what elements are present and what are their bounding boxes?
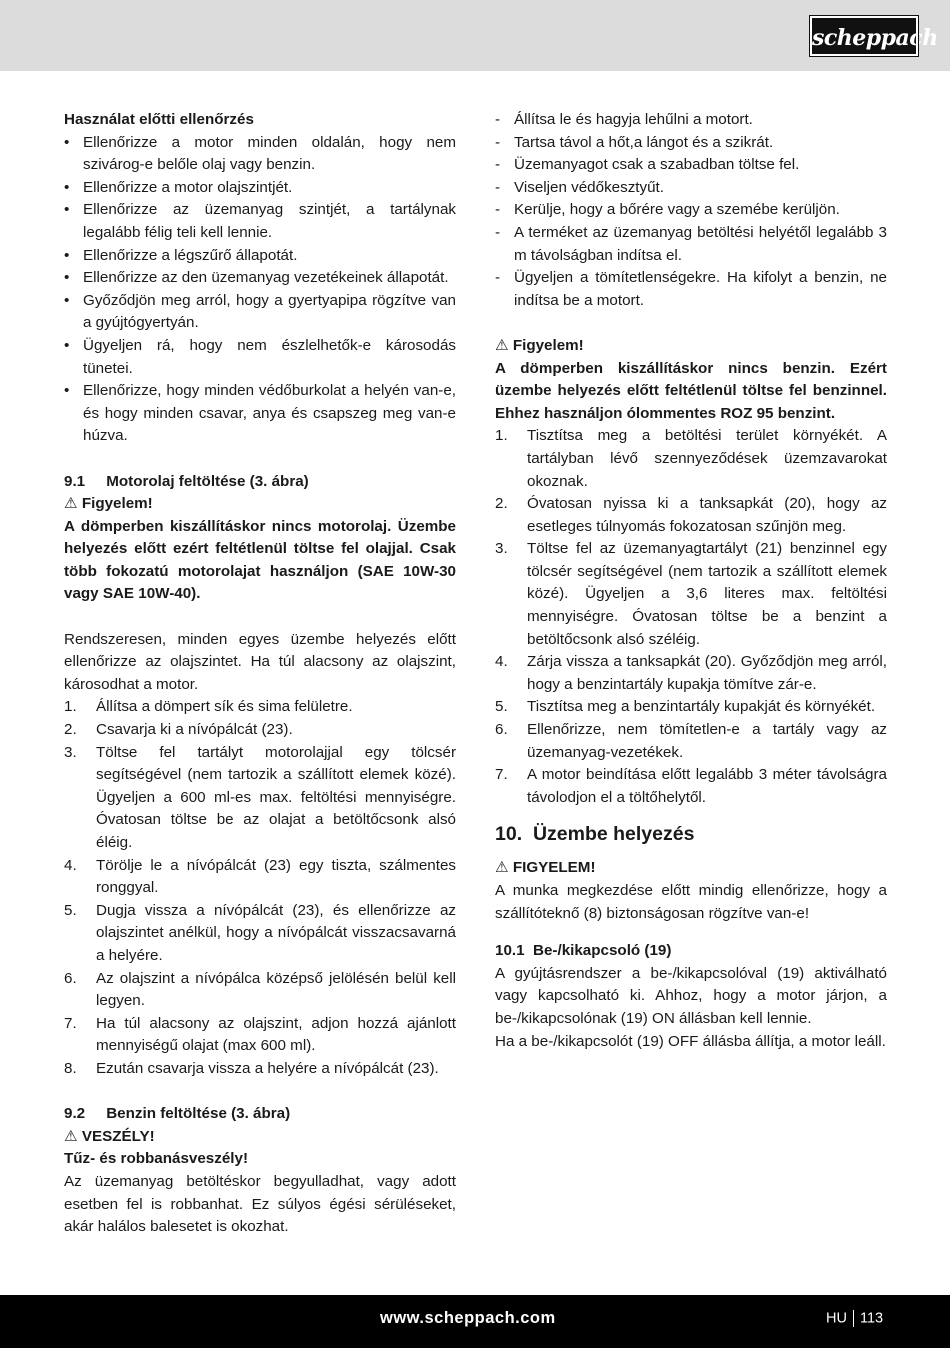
oil-warning-label: ⚠ Figyelem! — [64, 495, 153, 513]
check-title: Használat előtti ellenőrzés — [64, 111, 254, 128]
oil-section-heading: 9.1 Motorolaj feltöltése (3. ábra) — [64, 472, 309, 490]
switch-text-1: A gyújtásrendszer a be-/kikapcsolóval (19) aktiválható vagy kapcsolható ki. Ahhoz, hogy a motor járjon, a be-/kikapcsolónak (19) ON állásban kell lennie. — [495, 964, 887, 1027]
list-item: - Ügyeljen a tömítetlenségekre. Ha kifolyt a benzin, ne indítsa be a motort. — [495, 269, 887, 309]
page-footer — [0, 1295, 950, 1348]
fuel-danger-text: Az üzemanyag betöltéskor begyulladhat, vagy adott esetben fel is robbanhat. Ez súlyos égési sérüléseket, akár halálos balesetet is okozhat. — [64, 1172, 456, 1236]
website-link[interactable]: www.scheppach.com — [380, 1309, 556, 1327]
startup-section-heading: 10. Üzembe helyezés — [495, 823, 695, 846]
list-item: 5. Dugja vissza a nívópálcát (23), és ellenőrizze az olajszintet anélkül, hogy a nívópálcát visszacsavarná a helyére. — [64, 901, 456, 964]
list-item: 4. Törölje le a nívópálcát (23) egy tiszta, szálmentes ronggyal. — [64, 856, 456, 897]
oil-steps — [64, 696, 456, 1080]
oil-intro: Rendszeresen, minden egyes üzembe helyezés előtt ellenőrizze az olajszintet. Ha túl alacsony az olajszint, károsodhat a motor. — [64, 630, 456, 693]
list-item: - Üzemanyagot csak a szabadban töltse fel. — [495, 156, 800, 174]
safety-list — [495, 109, 887, 312]
fuel-section-heading: 9.2 Benzin feltöltése (3. ábra) — [64, 1105, 291, 1123]
switch-section-heading: 10.1 Be-/kikapcsoló (19) — [495, 942, 672, 960]
list-item: • Ellenőrizze a motor minden oldalán, hogy nem szivárog-e belőle olaj vagy benzin. — [64, 133, 456, 174]
check-list — [64, 132, 456, 448]
list-item: • Ellenőrizze az den üzemanyag vezetékeinek állapotát. — [64, 269, 449, 287]
list-item: • Ellenőrizze a motor olajszintjét. — [64, 178, 293, 196]
oil-warning-text: A dömperben kiszállításkor nincs motorolaj. Üzembe helyezés előtt ezért feltétlenül töltse fel olajjal. Csak több fokozatú motorolajat használjon (SAE 10W-30 vagy SAE 10W-40). — [64, 517, 456, 603]
list-item: • Ellenőrizze a légszűrő állapotát. — [64, 246, 298, 264]
list-item: 2. Óvatosan nyissa ki a tanksapkát (20), hogy az esetleges túlnyomás fokozatosan szűnjön meg. — [495, 495, 887, 535]
list-item: 8. Ezután csavarja vissza a helyére a nívópálcát (23). — [64, 1059, 439, 1077]
list-item: - A terméket az üzemanyag betöltési helyétől legalább 3 m távolságban indítsa el. — [495, 223, 887, 264]
list-item: 1. Tisztítsa meg a betöltési terület környékét. A tartályban lévő szennyeződések üzemzavarokat okoznak. — [495, 427, 887, 490]
right-column — [495, 109, 887, 1053]
list-item: • Ellenőrizze az üzemanyag szintjét, a tartálynak legalább félig teli kell lennie. — [64, 201, 456, 241]
list-item: 3. Töltse fel tartályt motorolajjal egy tölcsér segítségével (nem tartozik a szállított elemek közé). Ügyeljen a 600 ml-es max. feltöltési mennyiségre. Óvatosan töltse be az olajat a betöltőcsonk alsó éléig. — [64, 743, 456, 851]
list-item: 4. Zárja vissza a tanksapkát (20). Győződjön meg arról, hogy a benzintartály kupakja tömítve zár-e. — [495, 653, 887, 693]
list-item: 2. Csavarja ki a nívópálcát (23). — [64, 721, 293, 739]
page-number-value: 113 — [859, 1310, 884, 1327]
list-item: - Állítsa le és hagyja lehűlni a motort. — [495, 111, 753, 128]
list-item: 6. Az olajszint a nívópálca középső jelölésén belül kell legyen. — [64, 969, 456, 1010]
language-code: HU — [826, 1310, 847, 1327]
list-item: 6. Ellenőrizze, nem tömítetlen-e a tartály vagy az üzemanyag-vezetékek. — [495, 721, 887, 761]
scheppach-logo: scheppach — [810, 16, 918, 56]
list-item: - Tartsa távol a hőt,a lángot és a szikrát. — [495, 133, 774, 151]
list-item: - Kerülje, hogy a bőrére vagy a szemébe kerüljön. — [495, 201, 840, 219]
list-item: 5. Tisztítsa meg a benzintartály kupakját és környékét. — [495, 698, 876, 716]
list-item: 7. Ha túl alacsony az olajszint, adjon hozzá ajánlott mennyiségű olajat (max 600 ml). — [64, 1014, 456, 1055]
startup-warning-text: A munka megkezdése előtt mindig ellenőrizze, hogy a szállítóteknő (8) biztonságosan rögzítve van-e! — [495, 882, 887, 922]
list-item: • Ügyeljen rá, hogy nem észlelhetők-e károsodás tünetei. — [64, 336, 456, 377]
fuel-danger-label: ⚠ VESZÉLY! — [64, 1127, 155, 1145]
startup-warning-label: ⚠ FIGYELEM! — [495, 859, 596, 877]
list-item: 3. Töltse fel az üzemanyagtartályt (21) benzinnel egy tölcsér segítségével (nem tartozik a szállított elemek közé). Ügyeljen a 3,6 literes max. feltöltési mennyiségre. Óvatosan töltse be a benzint a betöltőcsonk alsó széléig. — [495, 540, 887, 648]
list-item: • Győződjön meg arról, hogy a gyertyapipa rögzítve van a gyújtógyertyán. — [64, 291, 456, 332]
fuel-steps — [495, 425, 887, 809]
footer-divider — [853, 1310, 854, 1327]
list-item: • Ellenőrizze, hogy minden védőburkolat a helyén van-e, és hogy minden csavar, anya és csapszeg meg van-e húzva. — [64, 382, 456, 445]
list-item: - Viseljen védőkesztyűt. — [495, 178, 664, 196]
list-item: 1. Állítsa a dömpert sík és sima felületre. — [64, 698, 353, 716]
switch-text-2: Ha a be-/kikapcsolót (19) OFF állásba állítja, a motor leáll. — [495, 1032, 886, 1050]
fuel-warning-text: A dömperben kiszállításkor nincs benzin. Ezért üzembe helyezés előtt feltétlenül töltse fel benzinnel. Ehhez használjon ólommentes ROZ 95 benzint. — [495, 359, 887, 422]
fuel-danger-title: Tűz- és robbanásveszély! — [64, 1150, 249, 1168]
page-header — [0, 0, 950, 71]
list-item: 7. A motor beindítása előtt legalább 3 méter távolságra távolodjon el a töltőhelytől. — [495, 766, 887, 806]
page-number — [826, 1310, 883, 1327]
fuel-warning-label: ⚠ Figyelem! — [495, 336, 584, 354]
left-column — [64, 109, 456, 1239]
